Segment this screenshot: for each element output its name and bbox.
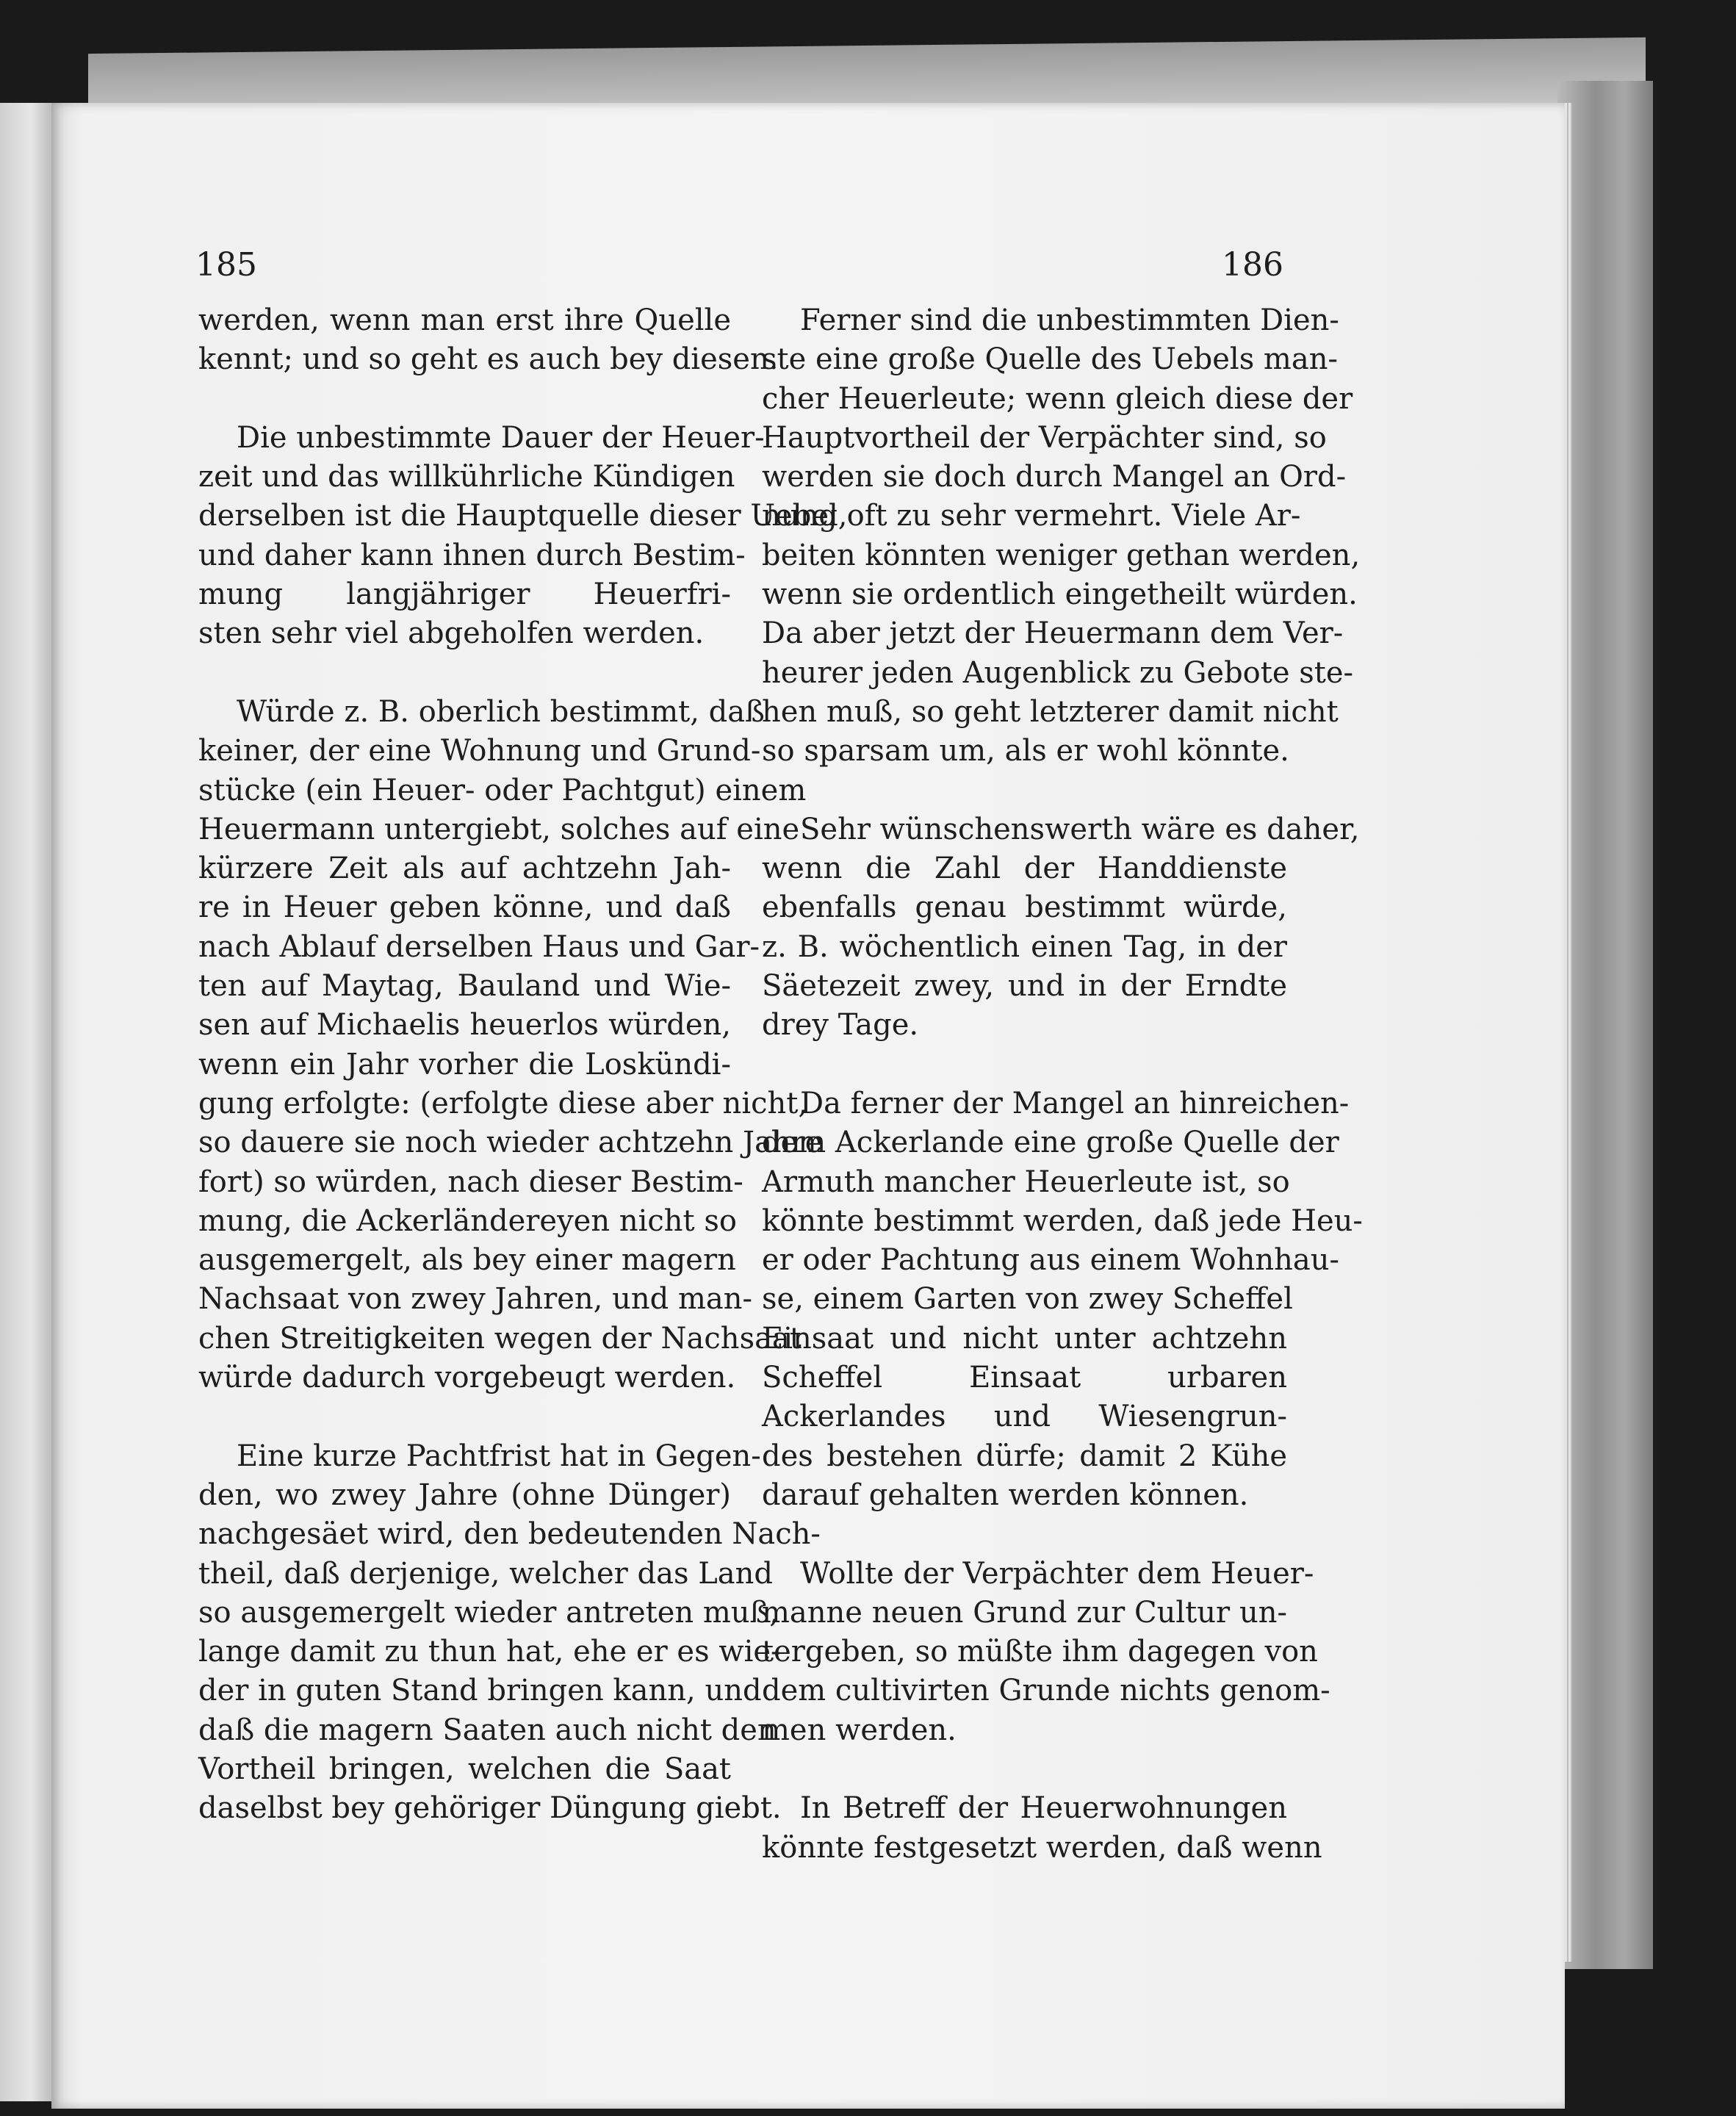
- text-line: tergeben, so müßte ihm dagegen von: [762, 1635, 1318, 1669]
- text-line: so sparsam um, als er wohl könnte.: [762, 734, 1289, 769]
- text-line: theil, daß derjenige, welcher das Land: [198, 1556, 773, 1591]
- text-line: drey Tage.: [762, 1008, 919, 1043]
- text-line: manne neuen Grund zur Cultur un-: [762, 1595, 1287, 1630]
- right-text-column: [762, 301, 1363, 1868]
- paragraph: [762, 1789, 1322, 1868]
- text-line: des bestehen dürfe; damit 2 Kühe: [762, 1439, 1287, 1473]
- page-number-left: 185: [195, 246, 257, 284]
- text-line: dem cultivirten Grunde nichts genom-: [762, 1674, 1330, 1708]
- text-line: wenn sie ordentlich eingetheilt würden.: [762, 577, 1358, 612]
- text-line: Hauptvortheil der Verpächter sind, so: [762, 420, 1327, 455]
- text-line: Vortheil bringen, welchen die Saat: [198, 1752, 731, 1786]
- text-line: In Betreff der Heuerwohnungen: [800, 1791, 1287, 1826]
- text-line: derselben ist die Hauptquelle dieser Uebel,: [198, 499, 848, 533]
- text-line: ebenfalls genau bestimmt würde,: [762, 890, 1287, 925]
- text-line: wenn ein Jahr vorher die Loskündi-: [198, 1047, 731, 1082]
- text-line: kürzere Zeit als auf achtzehn Jah-: [198, 852, 731, 886]
- text-line: so dauere sie noch wieder achtzehn Jahre: [198, 1126, 823, 1160]
- text-line: darauf gehalten werden können.: [762, 1478, 1249, 1512]
- text-line: wenn die Zahl der Handdienste: [762, 852, 1287, 886]
- text-line: lange damit zu thun hat, ehe er es wie-: [198, 1635, 781, 1669]
- text-line: Würde z. B. oberlich bestimmt, daß: [237, 694, 765, 729]
- text-line: würde dadurch vorgebeugt werden.: [198, 1361, 736, 1395]
- text-line: den, wo zwey Jahre (ohne Dünger): [198, 1478, 731, 1512]
- text-line: Eine kurze Pachtfrist hat in Gegen-: [237, 1439, 761, 1473]
- text-line: Ferner sind die unbestimmten Dien-: [800, 303, 1339, 337]
- text-line: heurer jeden Augenblick zu Gebote ste-: [762, 655, 1353, 690]
- text-line: gung erfolgte: (erfolgte diese aber nicht,: [198, 1086, 808, 1120]
- text-line: ausgemergelt, als bey einer magern: [198, 1243, 736, 1278]
- text-line: z. B. wöchentlich einen Tag, in der: [762, 929, 1287, 964]
- text-line: daß die magern Saaten auch nicht den: [198, 1713, 777, 1747]
- paragraph: [762, 1555, 1330, 1750]
- text-line: kennt; und so geht es auch bey diesen.: [198, 342, 779, 377]
- text-line: keiner, der eine Wohnung und Grund-: [198, 734, 761, 769]
- text-line: se, einem Garten von zwey Scheffel: [762, 1282, 1293, 1317]
- text-line: daselbst bey gehöriger Düngung giebt.: [198, 1791, 782, 1826]
- text-line: Säetezeit zwey, und in der Erndte: [762, 969, 1287, 1004]
- text-line: und daher kann ihnen durch Bestim-: [198, 538, 746, 572]
- text-line: Ackerlandes und Wiesengrun-: [762, 1400, 1287, 1434]
- text-line: könnte bestimmt werden, daß jede Heu-: [762, 1203, 1363, 1238]
- text-line: stücke (ein Heuer- oder Pachtgut) einem: [198, 773, 807, 807]
- text-line: werden sie doch durch Mangel an Ord-: [762, 460, 1347, 494]
- text-line: fort) so würden, nach dieser Bestim-: [198, 1165, 743, 1199]
- text-line: Armuth mancher Heuerleute ist, so: [762, 1165, 1290, 1199]
- text-line: men werden.: [762, 1713, 957, 1747]
- paragraph: [762, 1084, 1363, 1515]
- previous-page-edge: [0, 103, 51, 2101]
- paragraph: [762, 810, 1360, 1046]
- text-line: mung, die Ackerländereyen nicht so: [198, 1203, 737, 1238]
- text-line: Sehr wünschenswerth wäre es daher,: [800, 812, 1360, 846]
- text-line: mung langjähriger Heuerfri-: [198, 577, 731, 612]
- text-line: der in guten Stand bringen kann, und: [198, 1674, 762, 1708]
- paragraph: [198, 301, 779, 380]
- text-line: zeit und das willkührliche Kündigen: [198, 460, 735, 494]
- text-line: Die unbestimmte Dauer der Heuer-: [237, 420, 765, 455]
- text-line: ten auf Maytag, Bauland und Wie-: [198, 969, 731, 1004]
- paragraph: [198, 693, 823, 1397]
- paragraph: [198, 419, 848, 654]
- text-line: hen muß, so geht letzterer damit nicht: [762, 694, 1339, 729]
- text-line: sten sehr viel abgeholfen werden.: [198, 616, 705, 651]
- text-line: Heuermann untergiebt, solches auf eine: [198, 812, 800, 846]
- text-line: chen Streitigkeiten wegen der Nachsaat: [198, 1321, 802, 1356]
- text-line: Da aber jetzt der Heuermann dem Ver-: [762, 616, 1344, 651]
- paragraph: [198, 1437, 821, 1829]
- text-line: Einsaat und nicht unter achtzehn: [762, 1321, 1287, 1356]
- text-line: re in Heuer geben könne, und daß: [198, 890, 731, 925]
- text-line: werden, wenn man erst ihre Quelle: [198, 303, 731, 337]
- text-line: könnte festgesetzt werden, daß wenn: [762, 1830, 1322, 1865]
- text-line: nach Ablauf derselben Haus und Gar-: [198, 929, 760, 964]
- text-line: so ausgemergelt wieder antreten muß,: [198, 1595, 779, 1630]
- text-line: er oder Pachtung aus einem Wohnhau-: [762, 1243, 1340, 1278]
- text-line: nung oft zu sehr vermehrt. Viele Ar-: [762, 499, 1301, 533]
- text-line: dem Ackerlande eine große Quelle der: [762, 1126, 1339, 1160]
- text-line: cher Heuerleute; wenn gleich diese der: [762, 381, 1353, 416]
- text-line: sen auf Michaelis heuerlos würden,: [198, 1008, 731, 1043]
- text-line: Scheffel Einsaat urbaren: [762, 1361, 1287, 1395]
- text-line: nachgesäet wird, den bedeutenden Nach-: [198, 1517, 821, 1552]
- text-line: Nachsaat von zwey Jahren, und man-: [198, 1282, 753, 1317]
- page-number-right: 186: [1222, 246, 1283, 284]
- text-line: Wollte der Verpächter dem Heuer-: [800, 1556, 1314, 1591]
- text-line: Da ferner der Mangel an hinreichen-: [800, 1086, 1350, 1120]
- text-line: beiten könnten weniger gethan werden,: [762, 538, 1361, 572]
- paragraph: [762, 301, 1361, 771]
- text-line: ste eine große Quelle des Uebels man-: [762, 342, 1338, 377]
